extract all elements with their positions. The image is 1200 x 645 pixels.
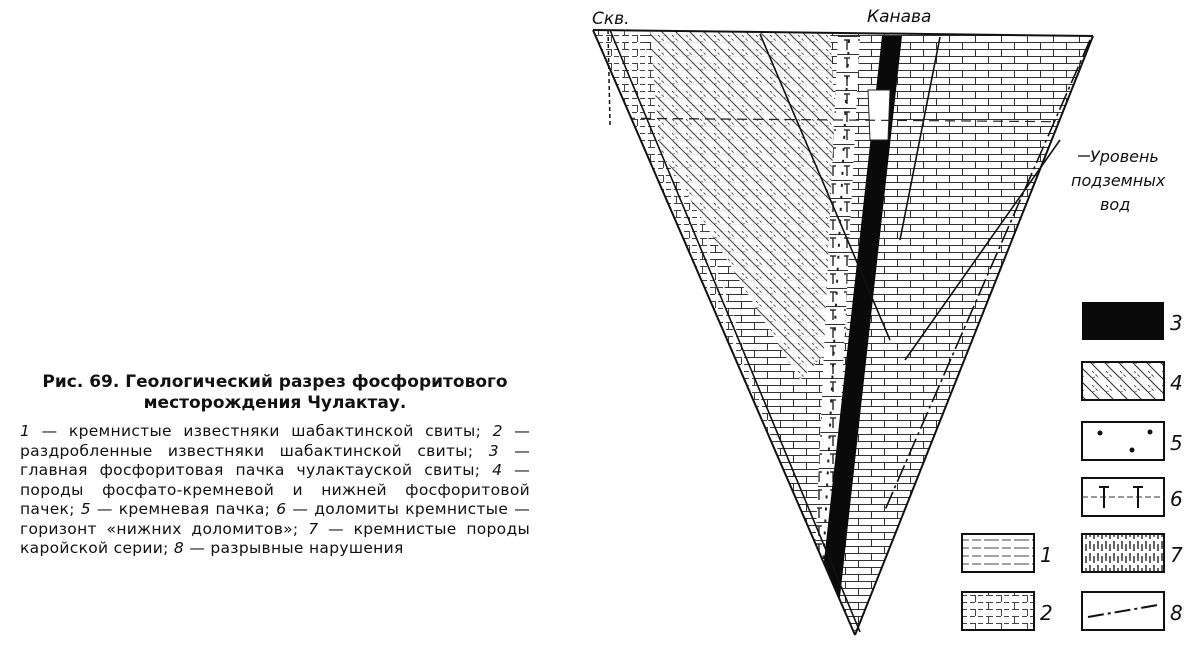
legend-num-2: 2 [1040, 601, 1053, 625]
caption-item-text-8: разрывные нарушения [210, 539, 404, 557]
legend-num-1: 1 [1040, 543, 1053, 567]
legend-num-5: 5 [1170, 431, 1183, 455]
caption-item-text-4: породы фосфато-кремневой и нижней фосфоритовой пачек [20, 480, 530, 518]
legend-item-3 [1082, 302, 1183, 340]
caption-item-num-8: 8 [173, 539, 185, 557]
groundwater-label-line2: подземных [1071, 171, 1166, 190]
caption-item-text-5: кремневая пачка [118, 500, 265, 518]
caption-body: 1 — кремнистые известняки шабактинской свиты; 2 — раздробленные известняки шабактинской свиты; 3 — главная фосфоритовая пачка чулактауской свиты; 4 — породы фосфато-кремневой и нижней фосфоритовой пачек; 5 — кремневая пачка; 6 — доломиты кремнистые — горизонт «нижних доломитов»; 7 — кремнистые породы каройской серии; 8 — разрывные нарушения [20, 422, 531, 557]
groundwater-label-line3: вод [1100, 195, 1131, 214]
legend-item-4 [1082, 362, 1183, 400]
legend-item-8 [1082, 592, 1183, 630]
caption-item-text-6: доломиты кремнистые — горизонт «нижних доломитов» [20, 500, 530, 538]
caption-item-num-2: 2 [492, 422, 503, 440]
legend-num-8: 8 [1170, 601, 1183, 625]
caption-item-num-1: 1 [20, 422, 31, 440]
trench-label: Канава [867, 7, 932, 27]
legend-swatch-3 [1082, 302, 1164, 340]
weathered-patch [868, 90, 890, 140]
caption-item-num-6: 6 [276, 500, 287, 518]
caption-item-text-3: главная фосфоритовая пачка чулактауской свиты [20, 461, 475, 479]
legend-num-3: 3 [1170, 311, 1183, 335]
caption-item-text-1: кремнистые известняки шабактинской свиты [68, 422, 476, 440]
legend-num-6: 6 [1170, 487, 1183, 511]
legend-num-4: 4 [1170, 371, 1183, 395]
caption-item-text-7: кремнистые породы каройской серии [20, 519, 531, 557]
legend-item-1 [962, 534, 1053, 572]
legend-num-7: 7 [1170, 543, 1183, 567]
legend-swatch-2 [962, 592, 1034, 630]
caption-item-num-5: 5 [80, 500, 91, 518]
caption-item-num-4: 4 [492, 461, 503, 479]
figure-caption [20, 372, 530, 559]
legend [962, 302, 1183, 630]
groundwater-label-line1: Уровень [1090, 147, 1159, 166]
legend-item-7 [1082, 534, 1183, 572]
legend-item-5 [1082, 422, 1183, 460]
caption-item-text-2: раздробленные известняки шабактинской свиты [20, 441, 468, 460]
legend-swatch-1 [962, 534, 1034, 572]
caption-title: Рис. 69. Геологический разрез фосфоритового месторождения Чулактау. [42, 372, 508, 413]
legend-swatch-5 [1082, 422, 1164, 460]
borehole-label: Скв. [592, 9, 630, 29]
legend-swatch-4 [1082, 362, 1164, 400]
legend-swatch-7 [1082, 534, 1164, 572]
caption-item-num-7: 7 [308, 519, 319, 538]
legend-item-6 [1082, 478, 1183, 516]
caption-item-num-3: 3 [488, 441, 499, 460]
legend-item-2 [962, 592, 1053, 630]
